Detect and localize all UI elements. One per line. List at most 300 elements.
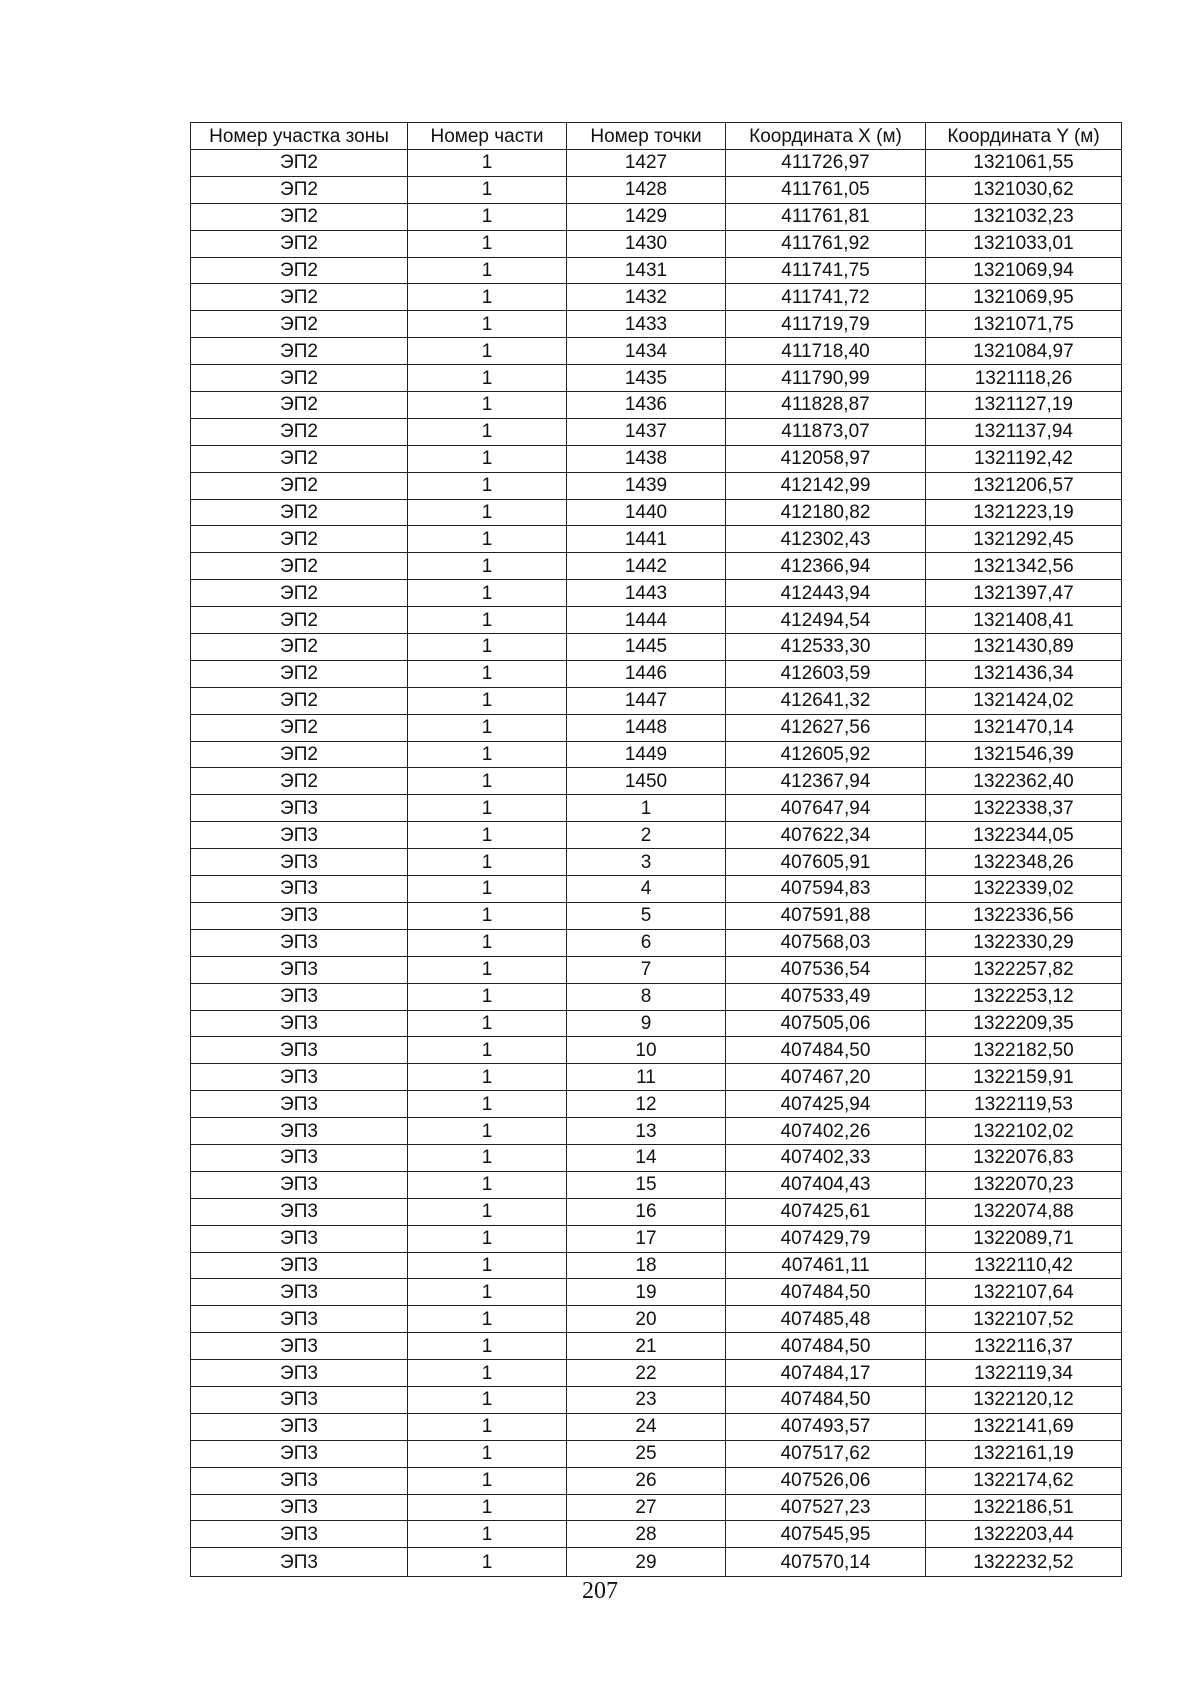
cell-coordinate-x: 407467,20 (726, 1064, 926, 1091)
header-coordinate-y: Координата Y (м) (926, 123, 1122, 150)
cell-part-number: 1 (408, 634, 567, 661)
cell-coordinate-y: 1322182,50 (926, 1037, 1122, 1064)
cell-coordinate-x: 412058,97 (726, 445, 926, 472)
cell-zone-section: ЭП3 (191, 1091, 408, 1118)
cell-coordinate-x: 412605,92 (726, 741, 926, 768)
cell-part-number: 1 (408, 876, 567, 903)
cell-coordinate-y: 1321033,01 (926, 230, 1122, 257)
cell-coordinate-y: 1322209,35 (926, 1010, 1122, 1037)
cell-coordinate-x: 412533,30 (726, 634, 926, 661)
cell-coordinate-x: 407484,17 (726, 1360, 926, 1387)
cell-zone-section: ЭП3 (191, 1467, 408, 1494)
cell-part-number: 1 (408, 714, 567, 741)
cell-zone-section: ЭП3 (191, 1413, 408, 1440)
cell-part-number: 1 (408, 1037, 567, 1064)
cell-point-number: 2 (567, 822, 726, 849)
cell-point-number: 1 (567, 795, 726, 822)
cell-zone-section: ЭП2 (191, 634, 408, 661)
cell-zone-section: ЭП2 (191, 714, 408, 741)
cell-part-number: 1 (408, 1118, 567, 1145)
cell-point-number: 1429 (567, 203, 726, 230)
cell-zone-section: ЭП2 (191, 553, 408, 580)
table-row (191, 1413, 1122, 1440)
table-row (191, 1171, 1122, 1198)
table-row (191, 687, 1122, 714)
cell-part-number: 1 (408, 983, 567, 1010)
table-row (191, 392, 1122, 419)
cell-point-number: 1448 (567, 714, 726, 741)
cell-part-number: 1 (408, 660, 567, 687)
cell-coordinate-y: 1322348,26 (926, 849, 1122, 876)
cell-part-number: 1 (408, 150, 567, 177)
cell-part-number: 1 (408, 472, 567, 499)
cell-zone-section: ЭП3 (191, 1037, 408, 1064)
cell-zone-section: ЭП3 (191, 1118, 408, 1145)
cell-coordinate-y: 1322336,56 (926, 902, 1122, 929)
cell-part-number: 1 (408, 1333, 567, 1360)
cell-zone-section: ЭП3 (191, 1252, 408, 1279)
table-row (191, 1440, 1122, 1467)
cell-zone-section: ЭП3 (191, 849, 408, 876)
cell-point-number: 17 (567, 1225, 726, 1252)
cell-coordinate-y: 1322174,62 (926, 1467, 1122, 1494)
cell-coordinate-x: 412641,32 (726, 687, 926, 714)
cell-coordinate-x: 412627,56 (726, 714, 926, 741)
cell-zone-section: ЭП2 (191, 284, 408, 311)
header-coordinate-x: Координата X (м) (726, 123, 926, 150)
table-row (191, 1494, 1122, 1521)
cell-point-number: 1442 (567, 553, 726, 580)
cell-coordinate-x: 411726,97 (726, 150, 926, 177)
cell-coordinate-y: 1322110,42 (926, 1252, 1122, 1279)
cell-point-number: 26 (567, 1467, 726, 1494)
table-row (191, 1037, 1122, 1064)
cell-zone-section: ЭП2 (191, 660, 408, 687)
table-row (191, 1521, 1122, 1548)
cell-zone-section: ЭП3 (191, 1306, 408, 1333)
cell-part-number: 1 (408, 1064, 567, 1091)
cell-point-number: 29 (567, 1548, 726, 1577)
cell-coordinate-x: 407484,50 (726, 1333, 926, 1360)
cell-zone-section: ЭП2 (191, 472, 408, 499)
cell-point-number: 28 (567, 1521, 726, 1548)
cell-part-number: 1 (408, 311, 567, 338)
cell-point-number: 6 (567, 929, 726, 956)
cell-point-number: 1444 (567, 607, 726, 634)
table-row (191, 795, 1122, 822)
cell-coordinate-y: 1321032,23 (926, 203, 1122, 230)
cell-coordinate-y: 1321408,41 (926, 607, 1122, 634)
cell-zone-section: ЭП2 (191, 176, 408, 203)
table-row (191, 176, 1122, 203)
table-body (191, 150, 1122, 1577)
table-row (191, 1279, 1122, 1306)
cell-part-number: 1 (408, 203, 567, 230)
cell-part-number: 1 (408, 230, 567, 257)
table-row (191, 1064, 1122, 1091)
table-row (191, 822, 1122, 849)
cell-part-number: 1 (408, 176, 567, 203)
cell-coordinate-y: 1322120,12 (926, 1386, 1122, 1413)
cell-coordinate-y: 1322330,29 (926, 929, 1122, 956)
cell-point-number: 22 (567, 1360, 726, 1387)
cell-point-number: 4 (567, 876, 726, 903)
cell-coordinate-y: 1321127,19 (926, 392, 1122, 419)
table-row (191, 284, 1122, 311)
header-zone-section: Номер участка зоны (191, 123, 408, 150)
table-row (191, 1548, 1122, 1577)
cell-coordinate-x: 407425,94 (726, 1091, 926, 1118)
cell-point-number: 27 (567, 1494, 726, 1521)
cell-part-number: 1 (408, 338, 567, 365)
cell-zone-section: ЭП2 (191, 741, 408, 768)
cell-coordinate-x: 407485,48 (726, 1306, 926, 1333)
cell-zone-section: ЭП2 (191, 445, 408, 472)
cell-coordinate-y: 1322338,37 (926, 795, 1122, 822)
cell-point-number: 13 (567, 1118, 726, 1145)
cell-coordinate-y: 1321223,19 (926, 499, 1122, 526)
cell-zone-section: ЭП3 (191, 795, 408, 822)
cell-part-number: 1 (408, 1360, 567, 1387)
cell-coordinate-y: 1321030,62 (926, 176, 1122, 203)
cell-coordinate-x: 407533,49 (726, 983, 926, 1010)
cell-coordinate-y: 1321137,94 (926, 418, 1122, 445)
table-row (191, 956, 1122, 983)
cell-zone-section: ЭП2 (191, 580, 408, 607)
cell-coordinate-x: 412142,99 (726, 472, 926, 499)
cell-coordinate-x: 407429,79 (726, 1225, 926, 1252)
table-row (191, 1252, 1122, 1279)
table-row (191, 1225, 1122, 1252)
cell-coordinate-y: 1322089,71 (926, 1225, 1122, 1252)
table-row (191, 741, 1122, 768)
table-row (191, 1144, 1122, 1171)
cell-part-number: 1 (408, 795, 567, 822)
cell-point-number: 1445 (567, 634, 726, 661)
cell-zone-section: ЭП3 (191, 1225, 408, 1252)
header-point-number: Номер точки (567, 123, 726, 150)
cell-point-number: 14 (567, 1144, 726, 1171)
cell-point-number: 1436 (567, 392, 726, 419)
cell-coordinate-x: 407484,50 (726, 1279, 926, 1306)
cell-zone-section: ЭП2 (191, 392, 408, 419)
cell-coordinate-x: 407425,61 (726, 1198, 926, 1225)
table-row (191, 338, 1122, 365)
cell-part-number: 1 (408, 1413, 567, 1440)
cell-zone-section: ЭП3 (191, 983, 408, 1010)
cell-part-number: 1 (408, 499, 567, 526)
table-row (191, 634, 1122, 661)
cell-zone-section: ЭП2 (191, 526, 408, 553)
cell-coordinate-x: 411719,79 (726, 311, 926, 338)
cell-zone-section: ЭП2 (191, 203, 408, 230)
cell-coordinate-y: 1322107,64 (926, 1279, 1122, 1306)
cell-point-number: 1443 (567, 580, 726, 607)
table-row (191, 1386, 1122, 1413)
cell-zone-section: ЭП3 (191, 1198, 408, 1225)
cell-zone-section: ЭП3 (191, 1548, 408, 1577)
cell-point-number: 24 (567, 1413, 726, 1440)
cell-coordinate-x: 407526,06 (726, 1467, 926, 1494)
cell-zone-section: ЭП2 (191, 607, 408, 634)
cell-coordinate-x: 407605,91 (726, 849, 926, 876)
table-row (191, 929, 1122, 956)
cell-point-number: 10 (567, 1037, 726, 1064)
cell-coordinate-y: 1322253,12 (926, 983, 1122, 1010)
cell-coordinate-y: 1321069,94 (926, 257, 1122, 284)
cell-coordinate-y: 1322141,69 (926, 1413, 1122, 1440)
cell-zone-section: ЭП3 (191, 956, 408, 983)
cell-coordinate-x: 407536,54 (726, 956, 926, 983)
cell-zone-section: ЭП3 (191, 902, 408, 929)
cell-coordinate-x: 407622,34 (726, 822, 926, 849)
table-row (191, 876, 1122, 903)
header-part-number: Номер части (408, 123, 567, 150)
cell-point-number: 11 (567, 1064, 726, 1091)
cell-part-number: 1 (408, 902, 567, 929)
cell-part-number: 1 (408, 392, 567, 419)
cell-coordinate-x: 412494,54 (726, 607, 926, 634)
cell-zone-section: ЭП2 (191, 311, 408, 338)
cell-part-number: 1 (408, 284, 567, 311)
cell-zone-section: ЭП3 (191, 1521, 408, 1548)
cell-zone-section: ЭП2 (191, 499, 408, 526)
table-row (191, 1091, 1122, 1118)
cell-part-number: 1 (408, 526, 567, 553)
cell-zone-section: ЭП2 (191, 768, 408, 795)
page-number: 207 (582, 1578, 618, 1604)
cell-point-number: 1427 (567, 150, 726, 177)
cell-coordinate-y: 1322161,19 (926, 1440, 1122, 1467)
cell-coordinate-y: 1322362,40 (926, 768, 1122, 795)
cell-coordinate-x: 407591,88 (726, 902, 926, 929)
cell-point-number: 1438 (567, 445, 726, 472)
cell-coordinate-y: 1322344,05 (926, 822, 1122, 849)
cell-coordinate-y: 1321292,45 (926, 526, 1122, 553)
cell-coordinate-y: 1321084,97 (926, 338, 1122, 365)
cell-point-number: 12 (567, 1091, 726, 1118)
cell-coordinate-x: 407527,23 (726, 1494, 926, 1521)
cell-part-number: 1 (408, 741, 567, 768)
cell-coordinate-x: 407402,33 (726, 1144, 926, 1171)
cell-zone-section: ЭП2 (191, 150, 408, 177)
cell-coordinate-x: 407545,95 (726, 1521, 926, 1548)
cell-coordinate-y: 1321342,56 (926, 553, 1122, 580)
table-row (191, 607, 1122, 634)
table-row (191, 660, 1122, 687)
cell-point-number: 1435 (567, 365, 726, 392)
cell-zone-section: ЭП3 (191, 1144, 408, 1171)
cell-zone-section: ЭП3 (191, 929, 408, 956)
cell-coordinate-y: 1322203,44 (926, 1521, 1122, 1548)
cell-point-number: 23 (567, 1386, 726, 1413)
cell-point-number: 1431 (567, 257, 726, 284)
table-row (191, 257, 1122, 284)
cell-coordinate-x: 407647,94 (726, 795, 926, 822)
cell-coordinate-x: 411741,72 (726, 284, 926, 311)
cell-coordinate-y: 1322107,52 (926, 1306, 1122, 1333)
cell-zone-section: ЭП3 (191, 1171, 408, 1198)
cell-zone-section: ЭП2 (191, 687, 408, 714)
cell-part-number: 1 (408, 607, 567, 634)
cell-point-number: 1441 (567, 526, 726, 553)
table-row (191, 1010, 1122, 1037)
cell-coordinate-y: 1321397,47 (926, 580, 1122, 607)
cell-coordinate-y: 1321546,39 (926, 741, 1122, 768)
cell-part-number: 1 (408, 1306, 567, 1333)
cell-part-number: 1 (408, 849, 567, 876)
table-row (191, 553, 1122, 580)
cell-point-number: 8 (567, 983, 726, 1010)
cell-part-number: 1 (408, 1225, 567, 1252)
cell-coordinate-y: 1321192,42 (926, 445, 1122, 472)
cell-part-number: 1 (408, 1091, 567, 1118)
cell-coordinate-x: 407570,14 (726, 1548, 926, 1577)
cell-part-number: 1 (408, 553, 567, 580)
table-row (191, 1118, 1122, 1145)
cell-coordinate-x: 407594,83 (726, 876, 926, 903)
cell-part-number: 1 (408, 1252, 567, 1279)
cell-point-number: 1434 (567, 338, 726, 365)
table-header-row (191, 123, 1122, 150)
cell-coordinate-x: 407461,11 (726, 1252, 926, 1279)
cell-zone-section: ЭП3 (191, 1386, 408, 1413)
cell-zone-section: ЭП2 (191, 418, 408, 445)
cell-point-number: 1439 (567, 472, 726, 499)
cell-point-number: 1450 (567, 768, 726, 795)
table-row (191, 311, 1122, 338)
cell-point-number: 1432 (567, 284, 726, 311)
cell-coordinate-y: 1321071,75 (926, 311, 1122, 338)
cell-coordinate-y: 1322339,02 (926, 876, 1122, 903)
cell-part-number: 1 (408, 1521, 567, 1548)
cell-coordinate-y: 1322102,02 (926, 1118, 1122, 1145)
cell-coordinate-y: 1322232,52 (926, 1548, 1122, 1577)
cell-part-number: 1 (408, 1010, 567, 1037)
cell-coordinate-x: 412367,94 (726, 768, 926, 795)
cell-coordinate-y: 1321470,14 (926, 714, 1122, 741)
cell-coordinate-x: 407568,03 (726, 929, 926, 956)
table-row (191, 1467, 1122, 1494)
cell-coordinate-x: 412366,94 (726, 553, 926, 580)
coordinates-table (190, 122, 1122, 1577)
table-row (191, 1198, 1122, 1225)
cell-part-number: 1 (408, 687, 567, 714)
cell-coordinate-x: 412302,43 (726, 526, 926, 553)
cell-coordinate-x: 407493,57 (726, 1413, 926, 1440)
cell-coordinate-x: 411828,87 (726, 392, 926, 419)
cell-point-number: 15 (567, 1171, 726, 1198)
cell-coordinate-x: 411873,07 (726, 418, 926, 445)
table-row (191, 365, 1122, 392)
cell-part-number: 1 (408, 257, 567, 284)
cell-coordinate-y: 1322159,91 (926, 1064, 1122, 1091)
cell-coordinate-y: 1322074,88 (926, 1198, 1122, 1225)
table-row (191, 849, 1122, 876)
cell-zone-section: ЭП2 (191, 365, 408, 392)
cell-part-number: 1 (408, 1494, 567, 1521)
cell-zone-section: ЭП3 (191, 1279, 408, 1306)
cell-point-number: 1430 (567, 230, 726, 257)
table-row (191, 768, 1122, 795)
table-row (191, 445, 1122, 472)
cell-point-number: 1433 (567, 311, 726, 338)
cell-coordinate-x: 407505,06 (726, 1010, 926, 1037)
cell-coordinate-x: 411718,40 (726, 338, 926, 365)
cell-coordinate-y: 1322070,23 (926, 1171, 1122, 1198)
cell-part-number: 1 (408, 768, 567, 795)
cell-part-number: 1 (408, 580, 567, 607)
cell-zone-section: ЭП3 (191, 1440, 408, 1467)
cell-coordinate-y: 1322076,83 (926, 1144, 1122, 1171)
cell-coordinate-x: 407484,50 (726, 1037, 926, 1064)
cell-coordinate-y: 1321430,89 (926, 634, 1122, 661)
cell-coordinate-x: 407402,26 (726, 1118, 926, 1145)
cell-part-number: 1 (408, 418, 567, 445)
cell-coordinate-x: 411761,92 (726, 230, 926, 257)
cell-coordinate-x: 411741,75 (726, 257, 926, 284)
cell-point-number: 20 (567, 1306, 726, 1333)
cell-coordinate-y: 1321424,02 (926, 687, 1122, 714)
cell-part-number: 1 (408, 365, 567, 392)
cell-point-number: 7 (567, 956, 726, 983)
cell-coordinate-x: 412603,59 (726, 660, 926, 687)
cell-point-number: 5 (567, 902, 726, 929)
cell-coordinate-x: 411790,99 (726, 365, 926, 392)
cell-coordinate-y: 1322116,37 (926, 1333, 1122, 1360)
cell-part-number: 1 (408, 1440, 567, 1467)
cell-zone-section: ЭП2 (191, 338, 408, 365)
cell-zone-section: ЭП3 (191, 1064, 408, 1091)
table-row (191, 499, 1122, 526)
cell-part-number: 1 (408, 956, 567, 983)
cell-coordinate-x: 407517,62 (726, 1440, 926, 1467)
cell-zone-section: ЭП3 (191, 876, 408, 903)
cell-point-number: 1428 (567, 176, 726, 203)
table-row (191, 418, 1122, 445)
table-row (191, 983, 1122, 1010)
cell-coordinate-y: 1321118,26 (926, 365, 1122, 392)
cell-point-number: 18 (567, 1252, 726, 1279)
cell-point-number: 3 (567, 849, 726, 876)
cell-point-number: 1447 (567, 687, 726, 714)
cell-point-number: 19 (567, 1279, 726, 1306)
cell-coordinate-x: 411761,05 (726, 176, 926, 203)
cell-zone-section: ЭП3 (191, 1360, 408, 1387)
cell-part-number: 1 (408, 1548, 567, 1577)
cell-coordinate-y: 1322186,51 (926, 1494, 1122, 1521)
cell-part-number: 1 (408, 445, 567, 472)
cell-zone-section: ЭП3 (191, 1333, 408, 1360)
cell-part-number: 1 (408, 1171, 567, 1198)
cell-zone-section: ЭП3 (191, 1494, 408, 1521)
cell-zone-section: ЭП2 (191, 230, 408, 257)
cell-part-number: 1 (408, 1467, 567, 1494)
table-row (191, 1306, 1122, 1333)
cell-point-number: 1449 (567, 741, 726, 768)
cell-point-number: 16 (567, 1198, 726, 1225)
table-row (191, 902, 1122, 929)
cell-part-number: 1 (408, 822, 567, 849)
cell-part-number: 1 (408, 1279, 567, 1306)
cell-coordinate-x: 411761,81 (726, 203, 926, 230)
cell-point-number: 21 (567, 1333, 726, 1360)
cell-coordinate-y: 1322119,34 (926, 1360, 1122, 1387)
cell-zone-section: ЭП2 (191, 257, 408, 284)
table-row (191, 472, 1122, 499)
cell-coordinate-x: 407484,50 (726, 1386, 926, 1413)
cell-point-number: 1440 (567, 499, 726, 526)
